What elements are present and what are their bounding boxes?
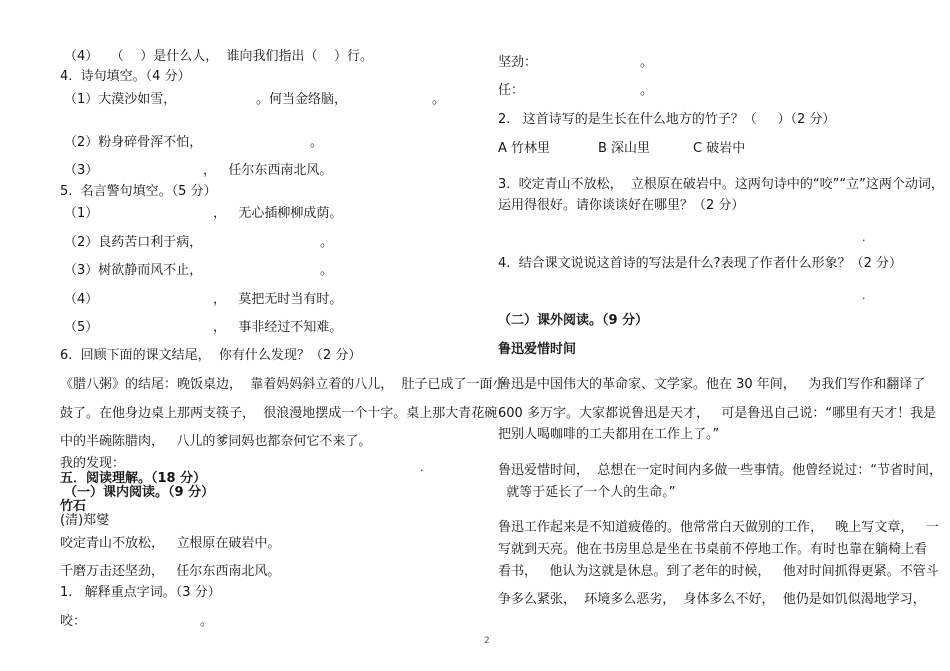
- q6-para-line-1: 《腊八粥》的结尾：晚饭桌边， 靠着妈妈斜立着的八儿， 肚子已成了一面小: [60, 377, 506, 392]
- r1-word-2-end: 。: [640, 55, 654, 70]
- r1-title: 1. 解释重点字词。（3 分）: [60, 585, 221, 600]
- article-p1-line-1: 鲁迅是中国伟大的革命家、文学家。他在 30 年间， 为我们写作和翻译了: [498, 377, 926, 392]
- r2-option-a: A 竹林里: [498, 141, 551, 156]
- r2-option-c: C 破岩中: [693, 141, 746, 156]
- q5-item-1-b: ， 无心插柳柳成荫。: [213, 206, 343, 221]
- q5-title: 5. 名言警句填空。（5 分）: [60, 184, 217, 199]
- r4-question: 4. 结合课文说说这首诗的写法是什么?表现了作者什么形象？（2 分）: [498, 256, 902, 271]
- r1-word-3: 任：: [498, 83, 525, 98]
- poem-author: (清)郑燮: [60, 513, 110, 528]
- discovery-label: 我的发现：: [60, 456, 126, 471]
- r2-question: 2. 这首诗写的是生长在什么地方的竹子？（ ）（2 分）: [498, 112, 836, 127]
- section-5-2-title: （二）课外阅读。（9 分）: [498, 313, 649, 328]
- r1-word-3-end: 。: [640, 83, 654, 98]
- q4-item-3-a: （3）: [64, 163, 99, 178]
- article-p2-line-1: 鲁迅爱惜时间， 总想在一定时间内多做一些事情。他曾经说过：“节省时间，: [498, 463, 942, 478]
- poem-line-2: 千磨万击还坚劲， 任尔东西南北风。: [60, 564, 281, 579]
- r1-word-1-end: 。: [200, 614, 214, 629]
- q4-title: 4. 诗句填空。（4 分）: [60, 69, 191, 84]
- q5-item-2-b: 。: [320, 235, 334, 250]
- q5-item-4-b: ， 莫把无时当有时。: [213, 292, 343, 307]
- r1-word-2: 坚劲：: [498, 55, 538, 70]
- q4-item-1-b: 。何当金络脑，: [256, 92, 348, 107]
- article-p3-line-4: 争多么紧张， 环境多么恶劣， 身体多么不好， 他仍是如饥似渴地学习，: [498, 592, 926, 607]
- poem-title: 竹石: [60, 499, 87, 514]
- right-column: [490, 0, 950, 671]
- r3-line-2: 运用得很好。请你谈谈好在哪里？（2 分）: [498, 198, 745, 213]
- q4-item-1-c: 。: [432, 92, 446, 107]
- article-p1-line-2: 600 多万字。大家都说鲁迅是天才， 可是鲁迅自己说：“哪里有天才！我是: [498, 406, 937, 421]
- r1-word-1: 咬：: [60, 614, 87, 629]
- article-p3-line-2: 写就到天亮。他在书房里总是坐在书桌前不停地工作。有时也靠在躺椅上看: [498, 542, 928, 557]
- q6-title: 6. 回顾下面的课文结尾， 你有什么发现？（2 分）: [60, 348, 362, 363]
- r2-option-b: B 深山里: [598, 141, 651, 156]
- q4-item-2-a: （2）粉身碎骨浑不怕，: [64, 135, 203, 150]
- section-5-title: 五．阅读理解。（18 分）: [60, 471, 207, 486]
- q6-para-line-2: 鼓了。在他身边桌上那两支筷子， 很浪漫地摆成一个十字。桌上那大青花碗: [60, 406, 498, 421]
- q5-item-1-a: （1）: [64, 206, 99, 221]
- q5-item-5-b: ， 事非经过不知难。: [213, 320, 343, 335]
- poem-line-1: 咬定青山不放松， 立根原在破岩中。: [60, 536, 281, 551]
- r3-line-1: 3. 咬定青山不放松， 立根原在破岩中。这两句诗中的“咬”“立”这两个动词，: [498, 177, 944, 192]
- q5-item-2-a: （2）良药苦口利于病，: [64, 235, 203, 250]
- q5-item-3-a: （3）树欲静而风不止，: [64, 263, 203, 278]
- article-p1-line-3: 把别人喝咖啡的工夫都用在工作上了。”: [498, 427, 720, 442]
- answer-line-end: .: [420, 461, 424, 474]
- r3-answer-end: .: [862, 231, 866, 244]
- q4-item-2-b: 。: [310, 135, 324, 150]
- article-p3-line-3: 看书， 他认为这就是休息。到了老年的时候， 他对时间抓得更紧。不管斗: [498, 564, 939, 579]
- q3-item-4: （4） （ ）是什么人， 谁向我们指出（ ）行。: [64, 49, 373, 64]
- section-5-1-title: （一）课内阅读。（9 分）: [64, 485, 215, 500]
- q5-item-5-a: （5）: [64, 320, 99, 335]
- q4-item-1-a: （1）大漠沙如雪，: [64, 92, 177, 107]
- q6-para-line-3: 中的半碗陈腊肉， 八儿的爹同妈也都奈何它不来了。: [60, 434, 372, 449]
- article-title: 鲁迅爱惜时间: [498, 342, 577, 357]
- page-number: 2: [484, 636, 490, 646]
- q4-item-3-b: ， 任尔东西南北风。: [203, 163, 333, 178]
- r4-answer-end: .: [862, 289, 866, 302]
- q5-item-4-a: （4）: [64, 292, 99, 307]
- q5-item-3-b: 。: [320, 263, 334, 278]
- article-p2-line-2: 就等于延长了一个人的生命。”: [498, 485, 676, 500]
- article-p3-line-1: 鲁迅工作起来是不知道疲倦的。他常常白天做别的工作， 晚上写文章， 一: [498, 520, 939, 535]
